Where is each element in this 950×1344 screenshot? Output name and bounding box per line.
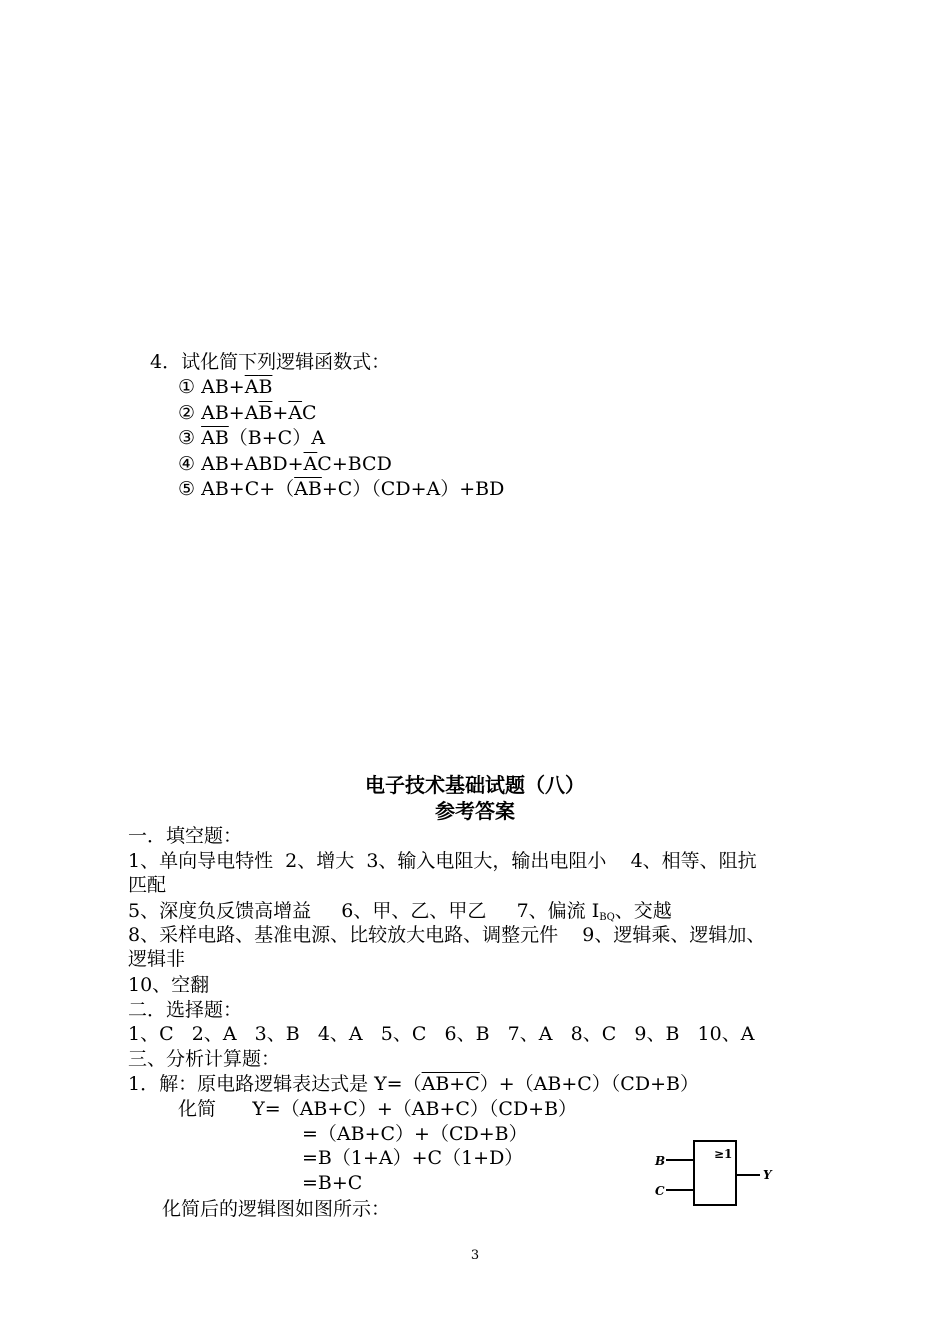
input-c-label: C bbox=[655, 1184, 665, 1198]
q4-expr-part: $\overline{AB}$ bbox=[201, 427, 229, 449]
q4-item-number: ④ bbox=[178, 452, 196, 475]
q4-expr-part: AB+ bbox=[201, 376, 245, 398]
solution-line-6: 化简后的逻辑图如图所示： bbox=[162, 1198, 391, 1220]
q4-expr-part: $\overline{AB}$ bbox=[294, 478, 322, 500]
q4-item-3 bbox=[178, 426, 325, 450]
q4-item-5 bbox=[178, 477, 504, 501]
q4-expr-part: +C）（CD+A）+BD bbox=[321, 478, 505, 500]
q4-expr-part: （B+C）A bbox=[228, 427, 325, 449]
gate-symbol: ≥1 bbox=[714, 1147, 733, 1161]
solution-line-2: 化简 Y=（AB+C）+（AB+C）（CD+B） bbox=[178, 1098, 578, 1120]
q4-expr-part: C+BCD bbox=[317, 452, 392, 475]
fill-line-4: 8、采样电路、基准电源、比较放大电路、调整元件 9、逻辑乘、逻辑加、 bbox=[128, 924, 766, 946]
q4-expr-part: + bbox=[272, 401, 289, 424]
fill-line-1: 1、单向导电特性 2、增大 3、输入电阻大，输出电阻小 4、相等、阻抗 bbox=[128, 850, 757, 872]
q4-expr-part: $\overline{A}$ bbox=[303, 452, 318, 475]
q4-item-1 bbox=[178, 375, 272, 399]
solution-line-3: =（AB+C）+（CD+B） bbox=[302, 1123, 528, 1145]
fill-line-2: 匹配 bbox=[128, 874, 167, 896]
q4-expr-part: $\overline{B}$ bbox=[258, 376, 273, 398]
q4-expr-part: $\overline{A}$ bbox=[244, 376, 259, 398]
fill-line-3: 5、深度负反馈高增益 6、甲、乙、甲乙 7、偏流 $I_{BQ}$、交越 bbox=[128, 900, 672, 923]
fill-line-5: 逻辑非 bbox=[128, 948, 186, 970]
answers-subtitle: 参考答案 bbox=[435, 799, 515, 823]
q4-expr-part: AB+C+（ bbox=[201, 478, 295, 500]
section-choice-heading: 二．选择题： bbox=[128, 999, 243, 1021]
page-number: 3 bbox=[470, 1248, 480, 1263]
q4-expr-part: AB+ABD+ bbox=[201, 452, 304, 475]
answers-title: 电子技术基础试题（八） bbox=[365, 773, 585, 797]
q4-expr-part: $\overline{B}$ bbox=[258, 401, 273, 424]
section-fill-heading: 一．填空题： bbox=[128, 825, 243, 847]
q4-item-number: ① bbox=[178, 376, 196, 398]
input-b-label: B bbox=[655, 1154, 666, 1168]
or-gate-diagram bbox=[652, 1138, 782, 1208]
section-analysis-heading: 三、分析计算题： bbox=[128, 1048, 281, 1070]
q4-item-2 bbox=[178, 401, 317, 425]
q4-item-4 bbox=[178, 452, 392, 476]
solution-line-4: =B（1+A）+C（1+D） bbox=[302, 1147, 524, 1169]
choice-answers: 1、C 2、A 3、B 4、A 5、C 6、B 7、A 8、C 9、B 10、A bbox=[128, 1023, 755, 1045]
fill-line-6: 10、空翻 bbox=[128, 974, 210, 996]
output-y-label: Y bbox=[763, 1168, 772, 1182]
solution-line-1: 1．解：原电路逻辑表达式是 Y=（AB+C）+（AB+C）（CD+B） bbox=[128, 1073, 699, 1095]
q4-item-number: ③ bbox=[178, 427, 196, 449]
solution-line-5: =B+C bbox=[302, 1172, 363, 1194]
q4-item-number: ⑤ bbox=[178, 478, 196, 500]
q4-expr-part: C bbox=[302, 401, 317, 424]
q4-item-number: ② bbox=[178, 401, 196, 424]
q4-heading: 4．试化简下列逻辑函数式： bbox=[150, 351, 391, 373]
q4-expr-part: $\overline{A}$ bbox=[288, 401, 303, 424]
q4-expr-part: AB+A bbox=[201, 401, 259, 424]
